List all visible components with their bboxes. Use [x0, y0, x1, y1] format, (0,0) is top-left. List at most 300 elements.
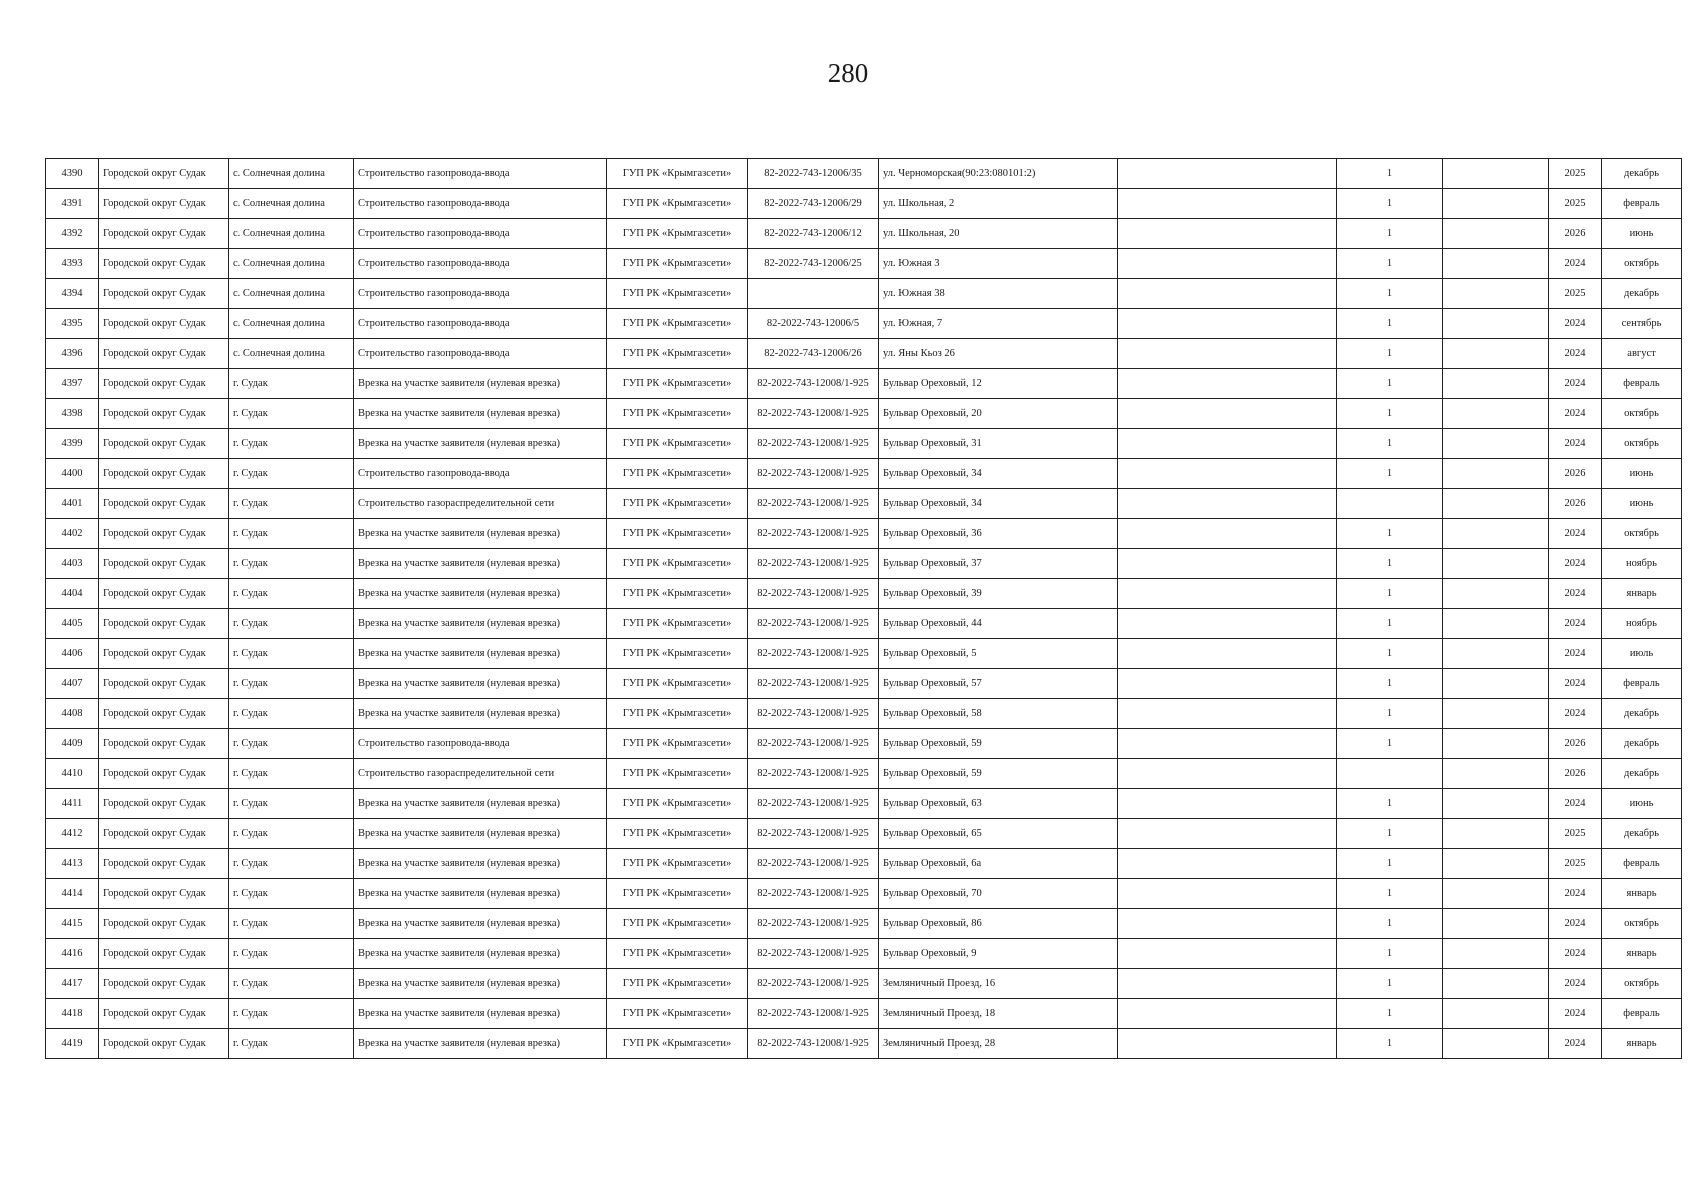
settlement-cell: с. Солнечная долина — [229, 339, 354, 369]
month-cell: июнь — [1602, 459, 1682, 489]
table-row — [46, 579, 1682, 609]
address-cell: ул. Черноморская(90:23:080101:2) — [879, 159, 1118, 189]
work-type-cell: Строительство газораспределительной сети — [354, 759, 607, 789]
year-cell: 2025 — [1549, 819, 1602, 849]
year-cell: 2024 — [1549, 699, 1602, 729]
month-cell: январь — [1602, 939, 1682, 969]
registry-code-cell: 82-2022-743-12008/1-925 — [748, 759, 879, 789]
registry-code-cell: 82-2022-743-12008/1-925 — [748, 1029, 879, 1059]
blank-cell — [1443, 159, 1549, 189]
row-number: 4394 — [46, 279, 99, 309]
blank-cell — [1443, 789, 1549, 819]
settlement-cell: с. Солнечная долина — [229, 189, 354, 219]
district-cell: Городской округ Судак — [99, 729, 229, 759]
registry-code-cell: 82-2022-743-12008/1-925 — [748, 789, 879, 819]
year-cell: 2024 — [1549, 339, 1602, 369]
blank-cell — [1118, 579, 1337, 609]
table-row — [46, 309, 1682, 339]
work-type-cell: Врезка на участке заявителя (нулевая врезка) — [354, 999, 607, 1029]
registry-code-cell: 82-2022-743-12008/1-925 — [748, 459, 879, 489]
blank-cell — [1443, 579, 1549, 609]
blank-cell — [1118, 699, 1337, 729]
blank-cell — [1443, 639, 1549, 669]
address-cell: ул. Южная 3 — [879, 249, 1118, 279]
work-type-cell: Врезка на участке заявителя (нулевая врезка) — [354, 819, 607, 849]
registry-code-cell: 82-2022-743-12008/1-925 — [748, 639, 879, 669]
row-number: 4405 — [46, 609, 99, 639]
district-cell: Городской округ Судак — [99, 549, 229, 579]
settlement-cell: г. Судак — [229, 519, 354, 549]
blank-cell — [1118, 999, 1337, 1029]
work-type-cell: Врезка на участке заявителя (нулевая врезка) — [354, 699, 607, 729]
table-row — [46, 219, 1682, 249]
quantity-cell: 1 — [1337, 1029, 1443, 1059]
blank-cell — [1118, 909, 1337, 939]
district-cell: Городской округ Судак — [99, 939, 229, 969]
row-number: 4401 — [46, 489, 99, 519]
address-cell: ул. Южная 38 — [879, 279, 1118, 309]
work-type-cell: Врезка на участке заявителя (нулевая врезка) — [354, 609, 607, 639]
district-cell: Городской округ Судак — [99, 189, 229, 219]
table-row — [46, 609, 1682, 639]
quantity-cell: 1 — [1337, 669, 1443, 699]
settlement-cell: г. Судак — [229, 669, 354, 699]
settlement-cell: г. Судак — [229, 1029, 354, 1059]
table-row — [46, 189, 1682, 219]
registry-code-cell: 82-2022-743-12008/1-925 — [748, 879, 879, 909]
blank-cell — [1443, 399, 1549, 429]
work-type-cell: Строительство газопровода-ввода — [354, 459, 607, 489]
row-number: 4417 — [46, 969, 99, 999]
work-type-cell: Врезка на участке заявителя (нулевая врезка) — [354, 939, 607, 969]
settlement-cell: г. Судак — [229, 699, 354, 729]
work-type-cell: Строительство газопровода-ввода — [354, 309, 607, 339]
table-row — [46, 729, 1682, 759]
blank-cell — [1118, 159, 1337, 189]
year-cell: 2024 — [1549, 789, 1602, 819]
registry-code-cell: 82-2022-743-12006/25 — [748, 249, 879, 279]
row-number: 4400 — [46, 459, 99, 489]
table-row — [46, 459, 1682, 489]
year-cell: 2024 — [1549, 399, 1602, 429]
month-cell: июнь — [1602, 219, 1682, 249]
work-type-cell: Строительство газопровода-ввода — [354, 189, 607, 219]
quantity-cell: 1 — [1337, 999, 1443, 1029]
blank-cell — [1443, 699, 1549, 729]
blank-cell — [1443, 939, 1549, 969]
settlement-cell: г. Судак — [229, 399, 354, 429]
blank-cell — [1118, 219, 1337, 249]
organization-cell: ГУП РК «Крымгазсети» — [607, 159, 748, 189]
month-cell: август — [1602, 339, 1682, 369]
address-cell: Земляничный Проезд, 16 — [879, 969, 1118, 999]
address-cell: Бульвар Ореховый, 58 — [879, 699, 1118, 729]
settlement-cell: с. Солнечная долина — [229, 219, 354, 249]
row-number: 4404 — [46, 579, 99, 609]
settlement-cell: г. Судак — [229, 729, 354, 759]
district-cell: Городской округ Судак — [99, 789, 229, 819]
registry-code-cell: 82-2022-743-12008/1-925 — [748, 909, 879, 939]
month-cell: январь — [1602, 579, 1682, 609]
row-number: 4395 — [46, 309, 99, 339]
year-cell: 2024 — [1549, 1029, 1602, 1059]
district-cell: Городской округ Судак — [99, 219, 229, 249]
settlement-cell: г. Судак — [229, 999, 354, 1029]
organization-cell: ГУП РК «Крымгазсети» — [607, 579, 748, 609]
month-cell: октябрь — [1602, 249, 1682, 279]
organization-cell: ГУП РК «Крымгазсети» — [607, 399, 748, 429]
quantity-cell: 1 — [1337, 969, 1443, 999]
district-cell: Городской округ Судак — [99, 969, 229, 999]
blank-cell — [1118, 609, 1337, 639]
quantity-cell: 1 — [1337, 369, 1443, 399]
blank-cell — [1443, 729, 1549, 759]
work-type-cell: Строительство газопровода-ввода — [354, 279, 607, 309]
address-cell: Земляничный Проезд, 28 — [879, 1029, 1118, 1059]
organization-cell: ГУП РК «Крымгазсети» — [607, 969, 748, 999]
work-type-cell: Строительство газораспределительной сети — [354, 489, 607, 519]
quantity-cell — [1337, 489, 1443, 519]
quantity-cell: 1 — [1337, 219, 1443, 249]
blank-cell — [1118, 969, 1337, 999]
month-cell: январь — [1602, 879, 1682, 909]
month-cell: февраль — [1602, 999, 1682, 1029]
blank-cell — [1118, 759, 1337, 789]
quantity-cell: 1 — [1337, 519, 1443, 549]
row-number: 4416 — [46, 939, 99, 969]
row-number: 4396 — [46, 339, 99, 369]
blank-cell — [1443, 189, 1549, 219]
blank-cell — [1118, 399, 1337, 429]
blank-cell — [1118, 819, 1337, 849]
organization-cell: ГУП РК «Крымгазсети» — [607, 609, 748, 639]
month-cell: июнь — [1602, 489, 1682, 519]
quantity-cell: 1 — [1337, 849, 1443, 879]
settlement-cell: с. Солнечная долина — [229, 279, 354, 309]
year-cell: 2024 — [1549, 579, 1602, 609]
table-row — [46, 159, 1682, 189]
table-row — [46, 429, 1682, 459]
quantity-cell: 1 — [1337, 399, 1443, 429]
district-cell: Городской округ Судак — [99, 249, 229, 279]
row-number: 4397 — [46, 369, 99, 399]
blank-cell — [1443, 459, 1549, 489]
year-cell: 2025 — [1549, 849, 1602, 879]
address-cell: Бульвар Ореховый, 31 — [879, 429, 1118, 459]
month-cell: июнь — [1602, 789, 1682, 819]
organization-cell: ГУП РК «Крымгазсети» — [607, 429, 748, 459]
month-cell: декабрь — [1602, 699, 1682, 729]
organization-cell: ГУП РК «Крымгазсети» — [607, 759, 748, 789]
work-type-cell: Врезка на участке заявителя (нулевая врезка) — [354, 789, 607, 819]
registry-code-cell: 82-2022-743-12008/1-925 — [748, 729, 879, 759]
district-cell: Городской округ Судак — [99, 639, 229, 669]
year-cell: 2024 — [1549, 429, 1602, 459]
settlement-cell: с. Солнечная долина — [229, 159, 354, 189]
work-type-cell: Врезка на участке заявителя (нулевая врезка) — [354, 429, 607, 459]
year-cell: 2026 — [1549, 219, 1602, 249]
blank-cell — [1443, 969, 1549, 999]
address-cell: Бульвар Ореховый, 59 — [879, 729, 1118, 759]
blank-cell — [1443, 759, 1549, 789]
district-cell: Городской округ Судак — [99, 459, 229, 489]
registry-code-cell: 82-2022-743-12008/1-925 — [748, 399, 879, 429]
organization-cell: ГУП РК «Крымгазсети» — [607, 939, 748, 969]
blank-cell — [1118, 429, 1337, 459]
settlement-cell: г. Судак — [229, 579, 354, 609]
district-cell: Городской округ Судак — [99, 339, 229, 369]
blank-cell — [1118, 369, 1337, 399]
district-cell: Городской округ Судак — [99, 669, 229, 699]
row-number: 4403 — [46, 549, 99, 579]
work-type-cell: Строительство газопровода-ввода — [354, 219, 607, 249]
district-cell: Городской округ Судак — [99, 699, 229, 729]
quantity-cell: 1 — [1337, 879, 1443, 909]
quantity-cell: 1 — [1337, 729, 1443, 759]
work-type-cell: Врезка на участке заявителя (нулевая врезка) — [354, 1029, 607, 1059]
quantity-cell: 1 — [1337, 159, 1443, 189]
row-number: 4391 — [46, 189, 99, 219]
organization-cell: ГУП РК «Крымгазсети» — [607, 819, 748, 849]
organization-cell: ГУП РК «Крымгазсети» — [607, 369, 748, 399]
registry-code-cell: 82-2022-743-12008/1-925 — [748, 699, 879, 729]
blank-cell — [1443, 999, 1549, 1029]
quantity-cell: 1 — [1337, 429, 1443, 459]
row-number: 4392 — [46, 219, 99, 249]
year-cell: 2026 — [1549, 459, 1602, 489]
district-cell: Городской округ Судак — [99, 279, 229, 309]
address-cell: Бульвар Ореховый, 39 — [879, 579, 1118, 609]
blank-cell — [1118, 849, 1337, 879]
settlement-cell: г. Судак — [229, 609, 354, 639]
blank-cell — [1118, 279, 1337, 309]
month-cell: ноябрь — [1602, 549, 1682, 579]
quantity-cell — [1337, 759, 1443, 789]
blank-cell — [1443, 1029, 1549, 1059]
month-cell: октябрь — [1602, 969, 1682, 999]
organization-cell: ГУП РК «Крымгазсети» — [607, 249, 748, 279]
work-type-cell: Строительство газопровода-ввода — [354, 339, 607, 369]
quantity-cell: 1 — [1337, 189, 1443, 219]
organization-cell: ГУП РК «Крымгазсети» — [607, 459, 748, 489]
settlement-cell: г. Судак — [229, 819, 354, 849]
row-number: 4419 — [46, 1029, 99, 1059]
work-type-cell: Врезка на участке заявителя (нулевая врезка) — [354, 519, 607, 549]
blank-cell — [1443, 819, 1549, 849]
blank-cell — [1118, 549, 1337, 579]
blank-cell — [1118, 729, 1337, 759]
registry-code-cell: 82-2022-743-12006/35 — [748, 159, 879, 189]
quantity-cell: 1 — [1337, 819, 1443, 849]
address-cell: Бульвар Ореховый, 36 — [879, 519, 1118, 549]
row-number: 4406 — [46, 639, 99, 669]
blank-cell — [1118, 879, 1337, 909]
row-number: 4393 — [46, 249, 99, 279]
district-cell: Городской округ Судак — [99, 489, 229, 519]
year-cell: 2024 — [1549, 549, 1602, 579]
settlement-cell: г. Судак — [229, 429, 354, 459]
registry-code-cell: 82-2022-743-12008/1-925 — [748, 579, 879, 609]
quantity-cell: 1 — [1337, 279, 1443, 309]
quantity-cell: 1 — [1337, 309, 1443, 339]
year-cell: 2024 — [1549, 879, 1602, 909]
work-type-cell: Врезка на участке заявителя (нулевая врезка) — [354, 639, 607, 669]
registry-body — [46, 159, 1682, 1059]
blank-cell — [1443, 549, 1549, 579]
settlement-cell: г. Судак — [229, 969, 354, 999]
blank-cell — [1118, 489, 1337, 519]
district-cell: Городской округ Судак — [99, 819, 229, 849]
row-number: 4407 — [46, 669, 99, 699]
table-row — [46, 969, 1682, 999]
quantity-cell: 1 — [1337, 909, 1443, 939]
year-cell: 2024 — [1549, 249, 1602, 279]
blank-cell — [1443, 219, 1549, 249]
district-cell: Городской округ Судак — [99, 879, 229, 909]
registry-code-cell — [748, 279, 879, 309]
table-row — [46, 849, 1682, 879]
address-cell: Бульвар Ореховый, 12 — [879, 369, 1118, 399]
blank-cell — [1443, 309, 1549, 339]
district-cell: Городской округ Судак — [99, 1029, 229, 1059]
settlement-cell: г. Судак — [229, 549, 354, 579]
blank-cell — [1443, 279, 1549, 309]
month-cell: февраль — [1602, 669, 1682, 699]
table-row — [46, 699, 1682, 729]
blank-cell — [1443, 429, 1549, 459]
district-cell: Городской округ Судак — [99, 399, 229, 429]
row-number: 4390 — [46, 159, 99, 189]
row-number: 4409 — [46, 729, 99, 759]
district-cell: Городской округ Судак — [99, 429, 229, 459]
blank-cell — [1443, 879, 1549, 909]
settlement-cell: с. Солнечная долина — [229, 249, 354, 279]
blank-cell — [1443, 669, 1549, 699]
year-cell: 2024 — [1549, 639, 1602, 669]
row-number: 4412 — [46, 819, 99, 849]
year-cell: 2025 — [1549, 189, 1602, 219]
quantity-cell: 1 — [1337, 339, 1443, 369]
year-cell: 2024 — [1549, 999, 1602, 1029]
quantity-cell: 1 — [1337, 789, 1443, 819]
month-cell: декабрь — [1602, 729, 1682, 759]
month-cell: июль — [1602, 639, 1682, 669]
table-row — [46, 819, 1682, 849]
table-row — [46, 939, 1682, 969]
work-type-cell: Строительство газопровода-ввода — [354, 249, 607, 279]
registry-code-cell: 82-2022-743-12008/1-925 — [748, 819, 879, 849]
registry-code-cell: 82-2022-743-12008/1-925 — [748, 519, 879, 549]
organization-cell: ГУП РК «Крымгазсети» — [607, 699, 748, 729]
blank-cell — [1443, 519, 1549, 549]
address-cell: Бульвар Ореховый, 65 — [879, 819, 1118, 849]
table-row — [46, 639, 1682, 669]
year-cell: 2026 — [1549, 729, 1602, 759]
row-number: 4399 — [46, 429, 99, 459]
row-number: 4413 — [46, 849, 99, 879]
table-row — [46, 1029, 1682, 1059]
organization-cell: ГУП РК «Крымгазсети» — [607, 669, 748, 699]
organization-cell: ГУП РК «Крымгазсети» — [607, 189, 748, 219]
blank-cell — [1118, 459, 1337, 489]
month-cell: декабрь — [1602, 279, 1682, 309]
district-cell: Городской округ Судак — [99, 369, 229, 399]
registry-code-cell: 82-2022-743-12008/1-925 — [748, 849, 879, 879]
address-cell: Бульвар Ореховый, 9 — [879, 939, 1118, 969]
table-row — [46, 669, 1682, 699]
quantity-cell: 1 — [1337, 699, 1443, 729]
month-cell: декабрь — [1602, 819, 1682, 849]
settlement-cell: г. Судак — [229, 459, 354, 489]
month-cell: декабрь — [1602, 159, 1682, 189]
month-cell: январь — [1602, 1029, 1682, 1059]
year-cell: 2025 — [1549, 279, 1602, 309]
district-cell: Городской округ Судак — [99, 909, 229, 939]
blank-cell — [1118, 309, 1337, 339]
table-row — [46, 789, 1682, 819]
blank-cell — [1443, 369, 1549, 399]
blank-cell — [1443, 909, 1549, 939]
settlement-cell: г. Судак — [229, 849, 354, 879]
registry-code-cell: 82-2022-743-12006/26 — [748, 339, 879, 369]
table-row — [46, 999, 1682, 1029]
address-cell: ул. Южная, 7 — [879, 309, 1118, 339]
work-type-cell: Врезка на участке заявителя (нулевая врезка) — [354, 399, 607, 429]
quantity-cell: 1 — [1337, 249, 1443, 279]
settlement-cell: г. Судак — [229, 939, 354, 969]
row-number: 4398 — [46, 399, 99, 429]
table-row — [46, 249, 1682, 279]
year-cell: 2026 — [1549, 759, 1602, 789]
registry-code-cell: 82-2022-743-12008/1-925 — [748, 429, 879, 459]
blank-cell — [1118, 939, 1337, 969]
registry-code-cell: 82-2022-743-12008/1-925 — [748, 999, 879, 1029]
blank-cell — [1118, 519, 1337, 549]
registry-code-cell: 82-2022-743-12008/1-925 — [748, 669, 879, 699]
address-cell: ул. Яны Кьоз 26 — [879, 339, 1118, 369]
settlement-cell: г. Судак — [229, 789, 354, 819]
quantity-cell: 1 — [1337, 459, 1443, 489]
address-cell: Бульвар Ореховый, 63 — [879, 789, 1118, 819]
registry-code-cell: 82-2022-743-12008/1-925 — [748, 369, 879, 399]
row-number: 4414 — [46, 879, 99, 909]
organization-cell: ГУП РК «Крымгазсети» — [607, 219, 748, 249]
table-row — [46, 279, 1682, 309]
registry-code-cell: 82-2022-743-12008/1-925 — [748, 489, 879, 519]
year-cell: 2024 — [1549, 969, 1602, 999]
month-cell: февраль — [1602, 189, 1682, 219]
blank-cell — [1118, 189, 1337, 219]
table-row — [46, 519, 1682, 549]
work-type-cell: Врезка на участке заявителя (нулевая врезка) — [354, 879, 607, 909]
organization-cell: ГУП РК «Крымгазсети» — [607, 999, 748, 1029]
organization-cell: ГУП РК «Крымгазсети» — [607, 279, 748, 309]
district-cell: Городской округ Судак — [99, 609, 229, 639]
work-type-cell: Врезка на участке заявителя (нулевая врезка) — [354, 969, 607, 999]
organization-cell: ГУП РК «Крымгазсети» — [607, 729, 748, 759]
organization-cell: ГУП РК «Крымгазсети» — [607, 639, 748, 669]
year-cell: 2024 — [1549, 609, 1602, 639]
organization-cell: ГУП РК «Крымгазсети» — [607, 339, 748, 369]
address-cell: Бульвар Ореховый, 57 — [879, 669, 1118, 699]
month-cell: октябрь — [1602, 519, 1682, 549]
blank-cell — [1118, 249, 1337, 279]
settlement-cell: г. Судак — [229, 489, 354, 519]
month-cell: октябрь — [1602, 429, 1682, 459]
address-cell: Бульвар Ореховый, 5 — [879, 639, 1118, 669]
table-row — [46, 759, 1682, 789]
district-cell: Городской округ Судак — [99, 519, 229, 549]
